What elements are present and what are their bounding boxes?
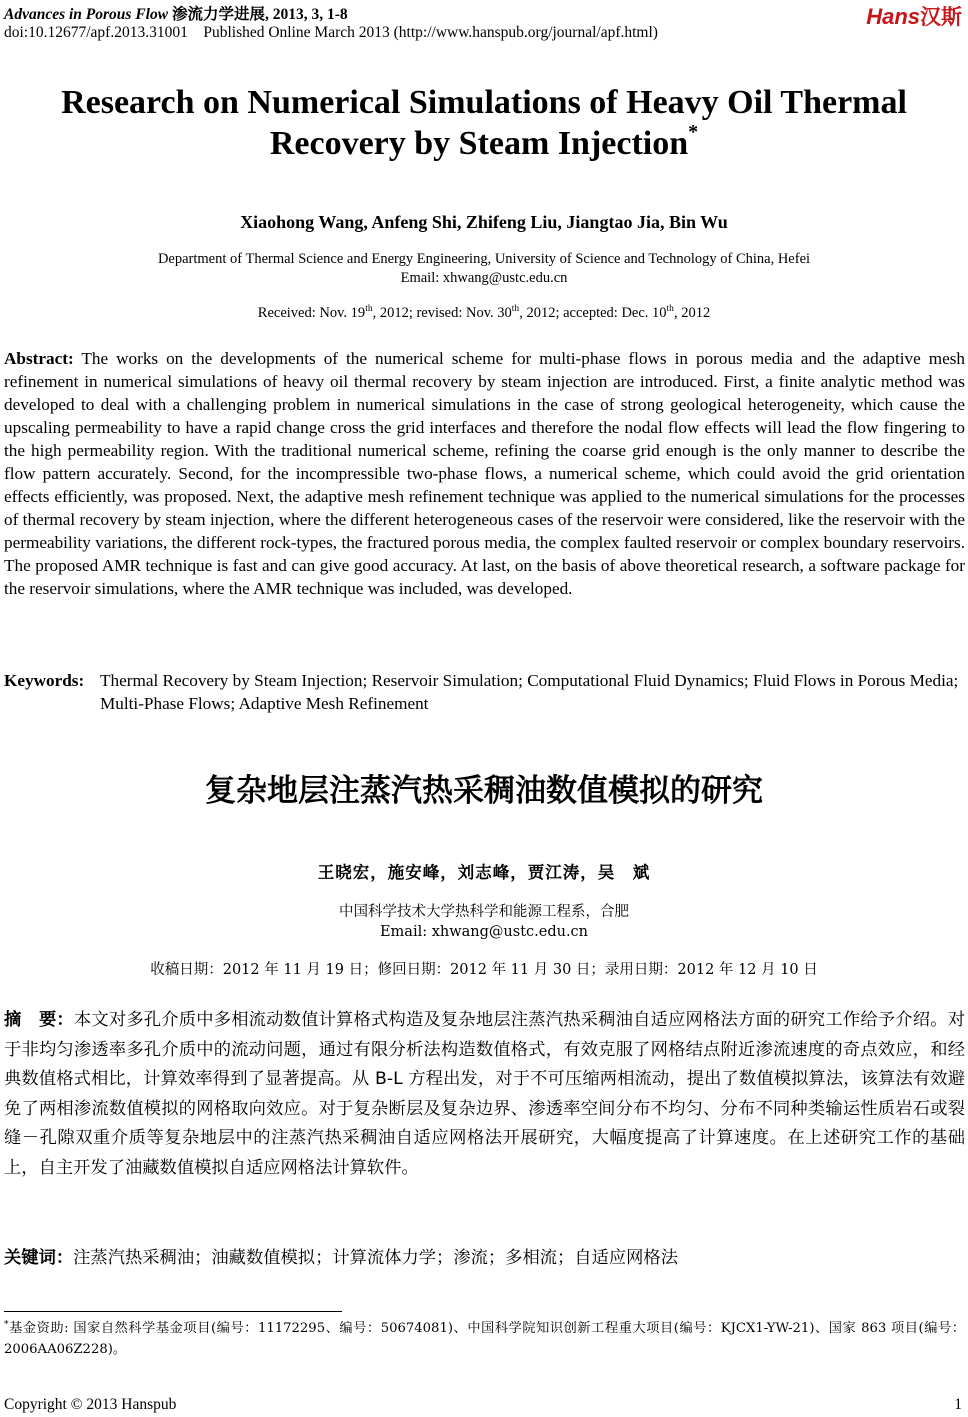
ordinal-suffix: th: [365, 304, 373, 314]
affiliation-en: [0, 250, 968, 288]
abstract-label-en: Abstract:: [4, 349, 74, 368]
journal-name-zh: 渗流力学进展: [171, 6, 265, 23]
doi-line: [4, 24, 658, 42]
abstract-en: [4, 347, 965, 600]
footnote-mark: *: [4, 1320, 9, 1330]
paper-title-en: [0, 82, 968, 164]
year-text: , 2012: [673, 305, 711, 321]
abstract-label-zh: 摘 要：: [4, 1010, 74, 1030]
ordinal-suffix: th: [511, 304, 520, 314]
keywords-label-zh: 关键词：: [4, 1248, 74, 1268]
logo-text-zh: 汉斯: [920, 5, 962, 29]
keywords-list-zh: 注蒸汽热采稠油；油藏数值模拟；计算流体力学；渗流；多相流；自适应网格法: [73, 1248, 678, 1268]
hans-logo: [866, 1, 962, 31]
ordinal-suffix: th: [666, 304, 674, 314]
footnote-text: 基金资助: 国家自然科学基金项目(编号：11172295、编号：50674081)、中国科学院知识创新工程重大项目(编号：KJCX1-YW-21)、国家 863 项目(编号：2006AA06Z228)。: [4, 1321, 965, 1357]
received-dates-zh: 收稿日期：2012 年 11 月 19 日；修回日期：2012 年 11 月 30 日；录用日期：2012 年 12 月 10 日: [150, 962, 818, 978]
abstract-body-en: The works on the developments of the numerical scheme for multi-phase flows in porous media and the adaptive mesh refinement in numerical simulations of heavy oil thermal recovery by steam injection are introduced. First, a finite analytic method was developed to deal with a challenging problem in numerical simulations in the case of strong geological heterogeneity, which cause the upscaling permeability to have a rapid change cross the grid interfaces and therefore the nodal flow effects will lead the flow fingering to the high permeability region. With the traditional numerical scheme, refining the coarse grid enough is the only manner to describe the flow pattern accurately. Second, for the incompressible two-phase flows, a numerical scheme, which could avoid the grid orientation effects efficiently, was proposed. Next, the adaptive mesh refinement technique was applied to the numerical simulations for the processes of thermal recovery by steam injection, where the different heterogeneous cases of the reservoir were considered, like the reservoir with the permeability variations, the different rock-types, the fractured porous media, the complex faulted reservoir or complex boundary reservoirs. The proposed AMR technique is fast and can give good accuracy. At last, on the basis of above theoretical research, a software package for the reservoir simulations, where the AMR technique was included, was developed.: [4, 349, 965, 598]
abstract-zh: [4, 1006, 965, 1183]
page-number: 1: [954, 1396, 962, 1413]
received-text: Received: Nov. 19: [257, 305, 366, 321]
published-info: Published Online March 2013 (http://www.hanspub.org/journal/apf.html): [203, 24, 658, 41]
authors-zh: 王晓宏，施安峰，刘志峰，贾江涛，吴 斌: [317, 863, 651, 882]
funding-footnote: [4, 1318, 965, 1360]
department-zh: 中国科学技术大学热科学和能源工程系，合肥: [339, 904, 629, 920]
journal-name-en: Advances in Porous Flow: [4, 6, 169, 23]
affiliation-zh: [0, 902, 968, 942]
title-line-1: Research on Numerical Simulations of Heavy Oil Thermal: [61, 84, 907, 121]
authors-en: Xiaohong Wang, Anfeng Shi, Zhifeng Liu, Jiangtao Jia, Bin Wu: [240, 212, 728, 232]
title-footnote-mark: *: [688, 121, 699, 143]
keywords-zh: [4, 1244, 965, 1272]
title-line-2-text: Recovery by Steam Injection: [269, 125, 689, 162]
copyright: Copyright © 2013 Hanspub: [4, 1396, 177, 1413]
paper-title-zh: 复杂地层注蒸汽热采稠油数值模拟的研究: [205, 773, 763, 809]
footnote-divider: [4, 1311, 342, 1312]
logo-text-en: Hans: [866, 4, 920, 29]
received-dates-en: [0, 305, 968, 322]
department-en: Department of Thermal Science and Energy Engineering, University of Science and Technology of China, Hefei: [157, 251, 811, 267]
revised-text: , 2012; revised: Nov. 30: [372, 305, 512, 321]
journal-volume: , 2013, 3, 1-8: [264, 6, 348, 23]
accepted-text: , 2012; accepted: Dec. 10: [519, 305, 667, 321]
abstract-body-zh: 本文对多孔介质中多相流动数值计算格式构造及复杂地层注蒸汽热采稠油自适应网格法方面的研究工作给予介绍。对于非均匀渗透率多孔介质中的流动问题，通过有限分析法构造数值格式，有效克服了网格结点附近渗流速度的奇点效应，和经典数值格式相比，计算效率得到了显著提高。从 B-L 方程出发，对于不可压缩两相流动，提出了数值模拟算法，该算法有效避免了两相渗流数值模拟的网格取向效应。对于复杂断层及复杂边界、渗透率空间分布不均匀、分布不同种类输运性质岩石或裂缝－孔隙双重介质等复杂地层中的注蒸汽热采稠油自适应网格法开展研究，大幅度提高了计算速度。在上述研究工作的基础上，自主开发了油藏数值模拟自适应网格法计算软件。: [4, 1010, 965, 1178]
doi: doi:10.12677/apf.2013.31001: [4, 24, 188, 41]
email-zh: Email: xhwang@ustc.edu.cn: [379, 924, 589, 940]
title-line-2: [0, 123, 968, 164]
keywords-list-en: Thermal Recovery by Steam Injection; Reservoir Simulation; Computational Fluid Dynamics; Fluid Flows in Porous Media; Multi-Phase Flows; Adaptive Mesh Refinement: [100, 671, 959, 713]
journal-header: [4, 2, 348, 24]
email-en: Email: xhwang@ustc.edu.cn: [400, 270, 568, 286]
keywords-label-en: Keywords:: [4, 671, 85, 690]
